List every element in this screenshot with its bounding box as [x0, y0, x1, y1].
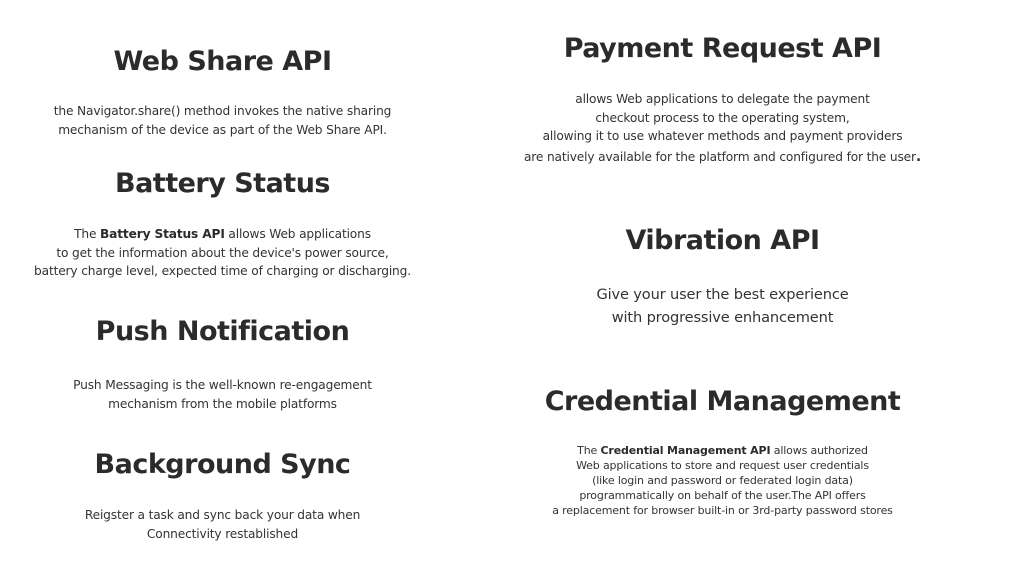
credential-line-2: Web applications to store and request user credentials: [576, 459, 869, 472]
vibration-line-1: Give your user the best experience: [596, 286, 849, 303]
credential-api-name: Credential Management API: [600, 444, 771, 457]
payment-line-1: allows Web applications to delegate the payment: [575, 92, 870, 106]
payment-request-section: [500, 32, 945, 166]
credential-line-1: [500, 443, 945, 458]
push-notification-title: Push Notification: [95, 316, 350, 347]
web-share-line-1: the Navigator.share() method invokes the native sharing: [53, 104, 392, 118]
web-share-section: [0, 45, 445, 139]
credential-line-suffix: allows authorized: [770, 444, 868, 457]
background-sync-line-2: Connectivity restablished: [146, 526, 299, 541]
payment-request-description: [500, 90, 945, 166]
credential-line-5: a replacement for browser built-in or 3rd-party password stores: [552, 504, 893, 517]
payment-line-3: allowing it to use whatever methods and payment providers: [542, 129, 903, 143]
web-share-description: [0, 102, 445, 139]
push-notification-section: [0, 315, 445, 413]
credential-management-section: [500, 385, 945, 518]
background-sync-line-1: Reigster a task and sync back your data when: [84, 508, 361, 522]
vibration-title: Vibration API: [625, 225, 820, 256]
background-sync-title: Background Sync: [94, 449, 351, 480]
background-sync-description: [0, 506, 445, 543]
credential-management-title: Credential Management: [544, 386, 901, 417]
battery-status-line-3: battery charge level, expected time of charging or discharging.: [34, 264, 411, 278]
push-notification-description: [0, 376, 445, 413]
push-line-2: mechanism from the mobile platforms: [108, 396, 337, 411]
battery-status-title: Battery Status: [114, 168, 330, 199]
credential-line-3: (like login and password or federated login data): [592, 474, 853, 487]
web-share-line-2: mechanism of the device as part of the Web Share API.: [58, 122, 387, 137]
battery-line-prefix: The: [74, 227, 101, 241]
push-line-1: Push Messaging is the well-known re-engagement: [73, 378, 372, 392]
vibration-line-2: with progressive enhancement: [611, 309, 834, 326]
web-share-title: Web Share API: [113, 46, 332, 77]
payment-line-4-text: are natively available for the platform and configured for the user: [523, 149, 916, 164]
credential-line-prefix: The: [577, 444, 601, 457]
battery-status-section: [0, 167, 445, 281]
battery-status-line-1: [0, 225, 445, 244]
payment-line-4-period: .: [915, 148, 922, 165]
credential-management-description: [500, 443, 945, 518]
payment-line-2: checkout process to the operating system,: [595, 110, 850, 125]
vibration-description: [500, 283, 945, 329]
vibration-section: [500, 224, 945, 329]
battery-line-suffix: allows Web applications: [224, 227, 371, 241]
payment-request-title: Payment Request API: [563, 33, 882, 64]
battery-status-description: [0, 225, 445, 281]
background-sync-section: [0, 448, 445, 543]
battery-api-name: Battery Status API: [100, 227, 225, 241]
payment-line-4: [500, 148, 945, 167]
battery-status-line-2: to get the information about the device's power source,: [56, 245, 389, 260]
credential-line-4: programmatically on behalf of the user.The API offers: [579, 489, 866, 502]
